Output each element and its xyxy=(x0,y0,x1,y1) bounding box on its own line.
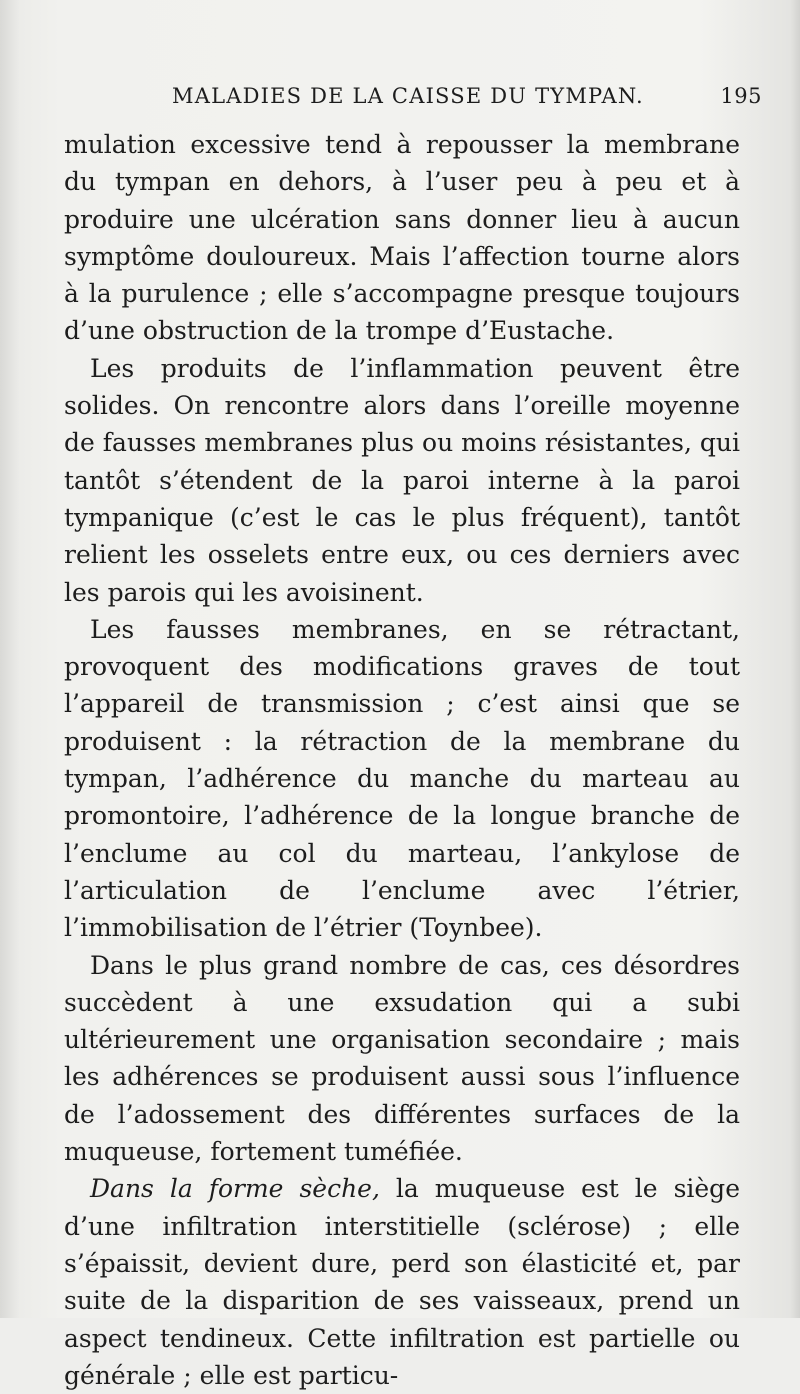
paragraph xyxy=(64,350,740,611)
paragraph xyxy=(64,611,740,947)
page-number: 195 xyxy=(720,84,762,108)
page-header xyxy=(172,84,762,114)
paragraph-text: Les fausses membranes, en se rétractant, provoquent des modifications graves de tout l’appareil de transmission ; c’est ainsi que se produisent : la rétraction de la membrane du tympan, l’adhérence du manche du marteau au promontoire, l’adhérence de la longue branche de l’enclume au col du marteau, l’ankylose de l’articulation de l’enclume avec l’étrier, l’immobilisation de l’étrier (Toynbee). xyxy=(64,614,740,943)
body-text xyxy=(64,126,740,1394)
paragraph-text: Les produits de l’inflammation peuvent être solides. On rencontre alors dans l’oreille moyenne de fausses membranes plus ou moins résistantes, qui tantôt s’étendent de la paroi interne à la paroi tympanique (c’est le cas le plus fréquent), tantôt relient les osselets entre eux, ou ces derniers avec les parois qui les avoisinent. xyxy=(64,353,740,607)
paragraph-text: mulation excessive tend à repousser la membrane du tympan en dehors, à l’user peu à peu et à produire une ulcération sans donner lieu à aucun symptôme douloureux. Mais l’affection tourne alors à la purulence ; elle s’accompagne presque toujours d’une obstruction de la trompe d’Eustache. xyxy=(64,130,740,346)
paragraph xyxy=(64,126,740,350)
paragraph xyxy=(64,947,740,1171)
running-title: MALADIES DE LA CAISSE DU TYMPAN. xyxy=(172,84,644,108)
italic-lead: Dans la forme sèche, xyxy=(90,1174,380,1204)
paragraph-text: Dans le plus grand nombre de cas, ces désordres succèdent à une exsudation qui a subi ultérieurement une organisation secondaire ; mais les adhérences se produisent aussi sous l’influence de l’adossement des différentes surfaces de la muqueuse, fortement tuméfiée. xyxy=(64,950,740,1167)
paragraph xyxy=(64,1170,740,1394)
paragraph-text: la muqueuse est le siège d’une infiltration interstitielle (sclérose) ; elle s’épaissit, devient dure, perd son élasticité et, par suite de la disparition de ses vaisseaux, prend un aspect tendineux. Cette infiltration est partielle ou générale ; elle est particu- xyxy=(64,1174,740,1390)
